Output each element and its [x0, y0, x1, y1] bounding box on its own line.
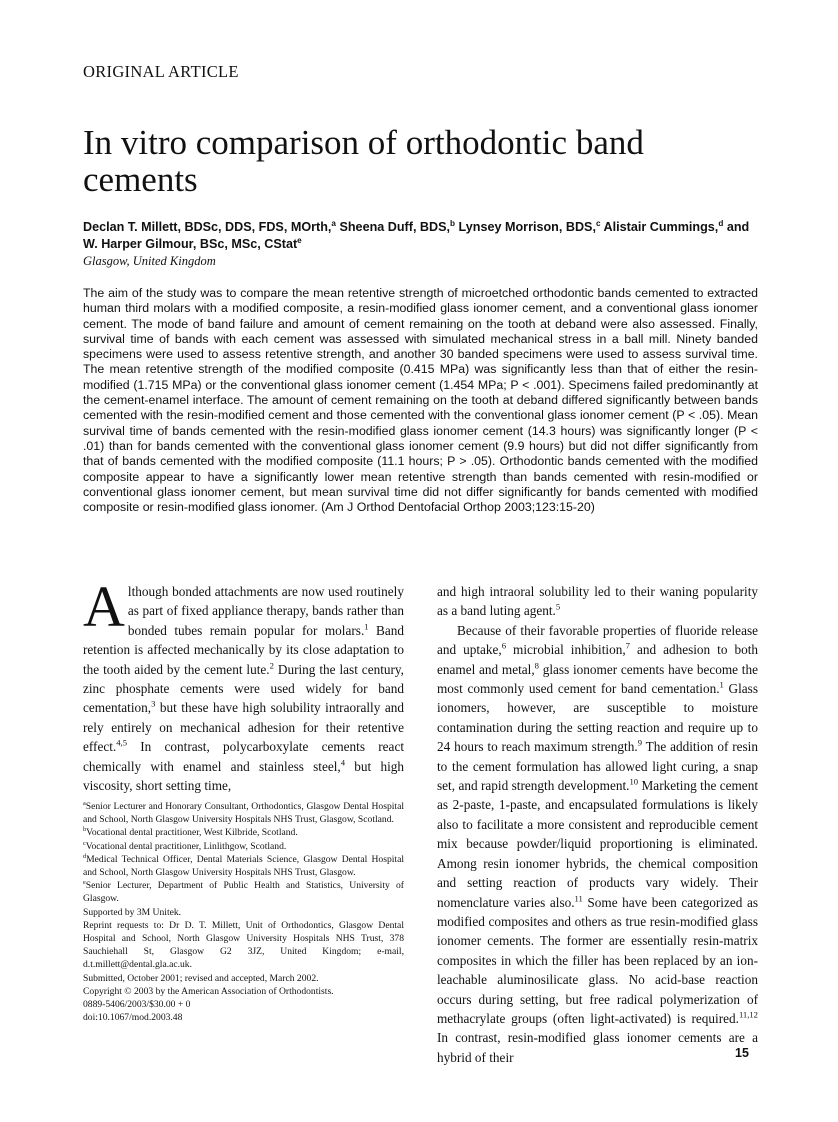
reference-superscript: 4,5 [116, 737, 127, 748]
reference-superscript: 7 [625, 640, 630, 651]
footnote: $^a$Senior Lecturer and Honorary Consultant, Orthodontics, Glasgow Dental Hospital and School, North Glasgow University Hospitals NHS Trust, Glasgow, Scotland. [83, 799, 404, 826]
article-title: In vitro comparison of orthodontic band cements [83, 123, 644, 199]
reference-superscript: 10 [629, 776, 639, 787]
footnote: Copyright © 2003 by the American Association of Orthodontists. [83, 985, 334, 997]
reference-superscript: 11,12 [738, 1009, 758, 1020]
reference-superscript: b [450, 218, 456, 228]
footnote-marker: d [83, 852, 87, 860]
footnote: $^e$Senior Lecturer, Department of Public Health and Statistics, University of Glasgow. [83, 879, 404, 905]
reference-superscript: c [595, 218, 601, 228]
body-column-left [83, 574, 405, 795]
reference-superscript: 1 [719, 679, 724, 690]
reference-superscript: 1 [364, 621, 369, 632]
reference-superscript: 8 [534, 660, 539, 671]
footnote-marker: a [83, 799, 86, 807]
intro-paragraph-1 [83, 574, 405, 795]
reference-superscript: 11 [574, 893, 583, 904]
footnote: 0889-5406/2003/$30.00 + 0 [83, 999, 191, 1011]
reference-superscript: e [297, 235, 302, 245]
reference-superscript: 9 [637, 737, 642, 748]
author-location: Glasgow, United Kingdom [83, 254, 216, 268]
footnote: Supported by 3M Unitek. [83, 906, 182, 918]
footnote: Submitted, October 2001; revised and accepted, March 2002. [83, 972, 319, 984]
intro-paragraph-2: Because of their favorable properties of fluoride release and uptake,$^6$ microbial inhibition,$^7$ and adhesion to both enamel and metal,$^8$ glass ionomer cements have become the most commonly used cement for band cementation.$^1$ Glass ionomers, however, are susceptible to moisture contamination during the setting reaction and require up to 24 hours to reach maximum strength.$^9$ The addition of resin to the cement formulation has allowed light curing, a snap set, and rapid strength development.$^{10}$ Marketing the cement as 2-paste, 1-paste, and encapsulated formulations is likely also to facilitate a more consistent and reproducible cement mix because powder/liquid proportioning is eliminated. Among resin ionomer hybrids, the chemical composition and setting reaction of products vary widely. Their nomenclature varies also.$^{11}$ Some have been categorized as modified composites and others as true resin-modified glass ionomer cements. The former are essentially resin-matrix composites in which the filler has been replaced by an ion-leachable aluminosilicate glass. No acid-base reaction occurs during setting, but free radical polymerization of methacrylate groups (often light-activated) is required.$^{11,12}$ In contrast, resin-modified glass ionomer cements are a hybrid of their [437, 622, 758, 1065]
author-list: Declan T. Millett, BDSc, DDS, FDS, MOrth,$^a$ Sheena Duff, BDS,$^b$ Lynsey Morrison, BDS,$^c$ Alistair Cummings,$^d$ and W. Harper Gilmour, BSc, MSc, CStat$^e$ [83, 218, 750, 251]
paragraph-text: lthough bonded attachments are now used routinely as part of fixed appliance therapy, bands rather than bonded tubes remain popular for molars.$^1$ Band retention is affected mechanically by its close adaptation to the tooth aided by the cement lute.$^2$ During the last century, zinc phosphate cements were used widely for band cementation,$^3$ but these have high solubility intraorally and rely entirely on mechanical adhesion for their retentive effect.$^{4,5}$ In contrast, polycarboxylate cements react chemically with enamel and stainless steel,$^4$ but high viscosity, short setting time, [83, 584, 405, 794]
footnote: $^c$Vocational dental practitioner, Linlithgow, Scotland. [83, 839, 287, 852]
intro-paragraph-1-cont: and high intraoral solubility led to their waning popularity as a band luting agent.$^5$ [437, 584, 758, 619]
footnote: doi:10.1067/mod.2003.48 [83, 1012, 183, 1024]
footnote: $^d$Medical Technical Officer, Dental Materials Science, Glasgow Dental Hospital and School, North Glasgow University Hospitals NHS Trust, Glasgow. [83, 852, 404, 879]
reference-superscript: d [718, 218, 724, 228]
body-column-right [437, 582, 758, 1067]
reference-superscript: 2 [269, 660, 274, 671]
reference-superscript: 4 [340, 757, 346, 768]
reference-superscript: 6 [501, 640, 507, 651]
section-label: ORIGINAL ARTICLE [83, 62, 239, 81]
footnote-marker: b [83, 826, 87, 834]
footnote-marker: e [83, 879, 86, 887]
footnotes [83, 800, 404, 1024]
abstract: The aim of the study was to compare the mean retentive strength of microetched orthodontic bands cemented to extracted human third molars with a modified composite, a resin-modified glass ionomer cement, and a conventional glass ionomer cement. The mode of band failure and amount of cement remaining on the tooth at deband were also assessed. Finally, survival time of bands with each cement was assessed with simulated mechanical stress in a ball mill. Ninety banded specimens were used to assess retentive strength, and another 30 banded specimens were used to assess survival time. The mean retentive strength of the modified composite (0.415 MPa) was significantly less than that of either the resin-modified (1.715 MPa) or the conventional glass ionomer cement (1.454 MPa; P < .001). Specimens failed predominantly at the cement-enamel interface. The amount of cement remaining on the tooth at deband differed significantly between bands cemented with the resin-modified cement and those cemented with the conventional glass ionomer cement (P < .05). Mean survival time of bands cemented with the resin-modified glass ionomer cement (14.3 hours) was significantly longer (P < .01) than for bands cemented with the conventional glass ionomer cement (9.9 hours) but did not differ significantly from that of bands cemented with the modified composite (11.1 hours; P > .05). Orthodontic bands cemented with the modified composite appear to have a significantly lower mean retentive strength than bands cemented with resin-modified or conventional glass ionomer cement, but mean survival time did not differ significantly for bands cemented with modified composite or resin-modified glass ionomer. (Am J Orthod Dentofacial Orthop 2003;123:15-20) [83, 286, 758, 515]
page-number: 15 [735, 1046, 749, 1060]
reference-superscript: 3 [151, 699, 156, 710]
reference-superscript: a [331, 218, 336, 228]
reference-superscript: 5 [555, 602, 561, 612]
footnote: Reprint requests to: Dr D. T. Millett, Unit of Orthodontics, Glasgow Dental Hospital and School, North Glasgow University Hospitals NHS Trust, 378 Sauchiehall St, Glasgow G2 3JZ, United Kingdom; e-mail, d.t.millett@dental.gla.ac.uk. [83, 919, 404, 971]
footnote: $^b$Vocational dental practitioner, West Kilbride, Scotland. [83, 826, 298, 839]
footnote-marker: c [83, 839, 86, 847]
drop-cap: A [83, 574, 125, 639]
